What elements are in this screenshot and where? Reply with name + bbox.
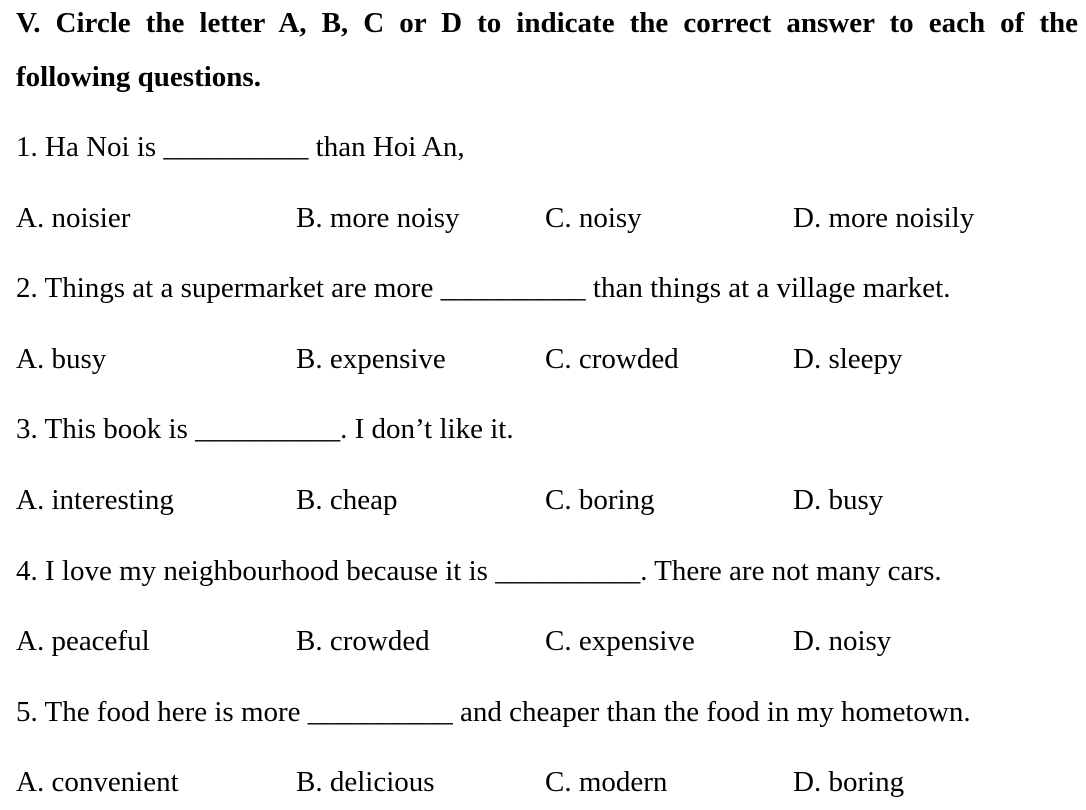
question-4-option-b[interactable]: B. crowded [296,625,430,657]
question-2-option-c[interactable]: C. crowded [545,343,679,375]
question-5-option-a[interactable]: A. convenient [16,766,179,798]
question-1-option-a[interactable]: A. noisier [16,202,131,234]
question-1-stem: 1. Ha Noi is __________ than Hoi An, [16,131,465,163]
question-3-option-d[interactable]: D. busy [793,484,884,516]
question-1-option-d[interactable]: D. more noisily [793,202,975,234]
question-5-stem: 5. The food here is more __________ and cheaper than the food in my hometown. [16,696,971,728]
question-2-option-a[interactable]: A. busy [16,343,107,375]
question-4-option-a[interactable]: A. peaceful [16,625,150,657]
question-1-option-b[interactable]: B. more noisy [296,202,460,234]
question-3-option-a[interactable]: A. interesting [16,484,174,516]
question-4-stem: 4. I love my neighbourhood because it is __________. There are not many cars. [16,555,942,587]
instruction-line-2: following questions. [16,61,261,93]
question-5-option-d[interactable]: D. boring [793,766,905,798]
question-5-option-b[interactable]: B. delicious [296,766,435,798]
question-4-option-d[interactable]: D. noisy [793,625,892,657]
question-2-option-d[interactable]: D. sleepy [793,343,903,375]
question-3-stem: 3. This book is __________. I don’t like it. [16,413,514,445]
question-2-stem: 2. Things at a supermarket are more __________ than things at a village market. [16,272,951,304]
question-3-option-c[interactable]: C. boring [545,484,655,516]
question-1-option-c[interactable]: C. noisy [545,202,642,234]
instruction-line-1: V. Circle the letter A, B, C or D to indicate the correct answer to each of the [16,7,1078,39]
question-3-option-b[interactable]: B. cheap [296,484,398,516]
question-5-option-c[interactable]: C. modern [545,766,668,798]
question-2-option-b[interactable]: B. expensive [296,343,446,375]
question-4-option-c[interactable]: C. expensive [545,625,695,657]
